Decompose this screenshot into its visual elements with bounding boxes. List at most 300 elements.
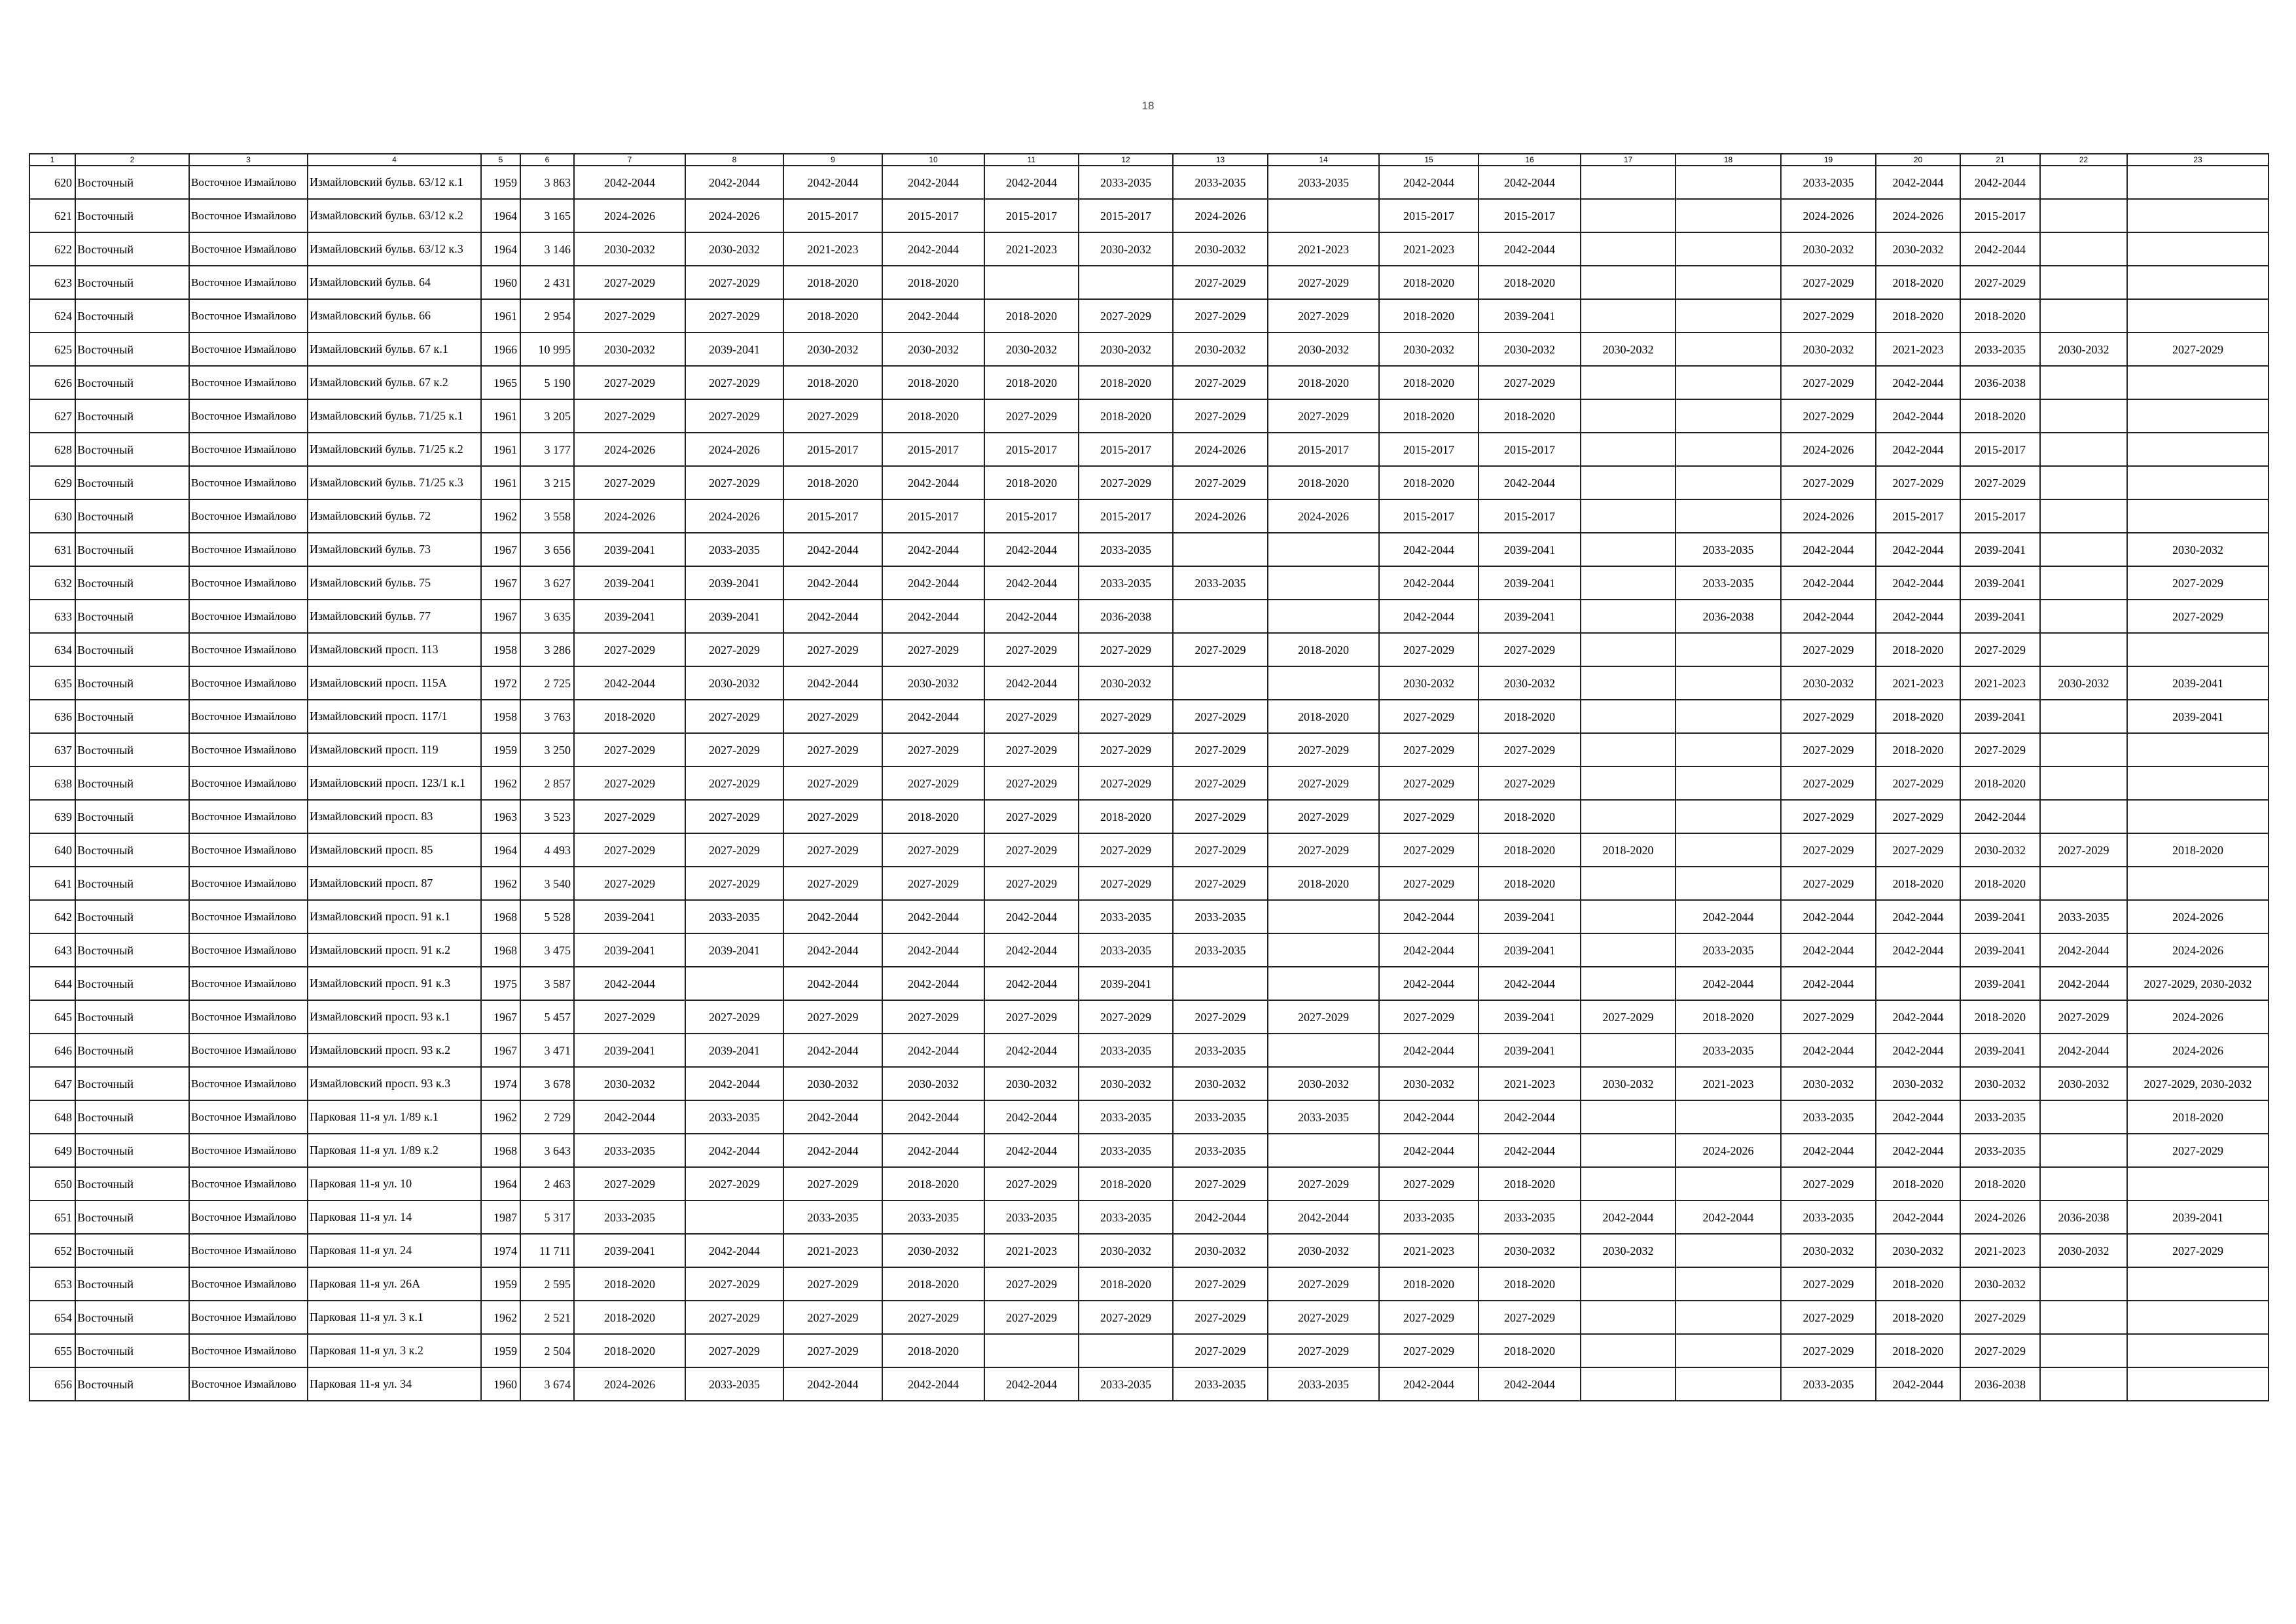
area-cell: Восточное Измайлово [189,800,308,833]
period-cell-col-20: 2018-2020 [1876,1334,1960,1367]
period-cell-col-13: 2027-2029 [1173,767,1268,800]
address-cell: Измайловский просп. 85 [308,833,481,867]
period-cell-col-23 [2127,867,2269,900]
area-cell: Восточное Измайлово [189,933,308,967]
period-cell-col-14: 2018-2020 [1268,366,1379,399]
period-cell-col-7: 2027-2029 [574,767,685,800]
address-cell: Измайловский просп. 123/1 к.1 [308,767,481,800]
period-cell-col-18 [1676,166,1781,199]
row-number-cell: 620 [29,166,75,199]
address-cell: Измайловский бульв. 63/12 к.1 [308,166,481,199]
period-cell-col-21: 2030-2032 [1960,833,2040,867]
period-cell-col-9: 2018-2020 [783,299,882,333]
period-cell-col-22 [2040,1100,2127,1134]
period-cell-col-13: 2033-2035 [1173,1134,1268,1167]
period-cell-col-10: 2042-2044 [882,299,984,333]
period-cell-col-23 [2127,1167,2269,1200]
period-cell-col-16: 2033-2035 [1479,1200,1581,1234]
period-cell-col-11: 2027-2029 [984,1167,1079,1200]
period-cell-col-10: 2015-2017 [882,433,984,466]
period-cell-col-15: 2018-2020 [1379,399,1479,433]
row-number-cell: 655 [29,1334,75,1367]
period-cell-col-11: 2042-2044 [984,166,1079,199]
period-cell-col-19: 2027-2029 [1781,1267,1876,1301]
period-cell-col-16: 2042-2044 [1479,1100,1581,1134]
period-cell-col-18 [1676,1367,1781,1401]
area-sqm-cell: 3 643 [520,1134,574,1167]
period-cell-col-11: 2027-2029 [984,633,1079,666]
period-cell-col-10: 2027-2029 [882,733,984,767]
period-cell-col-9: 2018-2020 [783,366,882,399]
period-cell-col-7: 2042-2044 [574,166,685,199]
period-cell-col-15: 2018-2020 [1379,299,1479,333]
district-cell: Восточный [75,533,189,566]
period-cell-col-16: 2042-2044 [1479,1367,1581,1401]
address-cell: Парковая 11-я ул. 10 [308,1167,481,1200]
area-cell: Восточное Измайлово [189,1100,308,1134]
district-cell: Восточный [75,933,189,967]
period-cell-col-21: 2036-2038 [1960,1367,2040,1401]
period-cell-col-13 [1173,967,1268,1000]
period-cell-col-17: 2030-2032 [1581,1067,1676,1100]
area-sqm-cell: 3 523 [520,800,574,833]
area-cell: Восточное Измайлово [189,333,308,366]
period-cell-col-9: 2027-2029 [783,800,882,833]
period-cell-col-12: 2027-2029 [1079,767,1173,800]
period-cell-col-11: 2015-2017 [984,499,1079,533]
area-cell: Восточное Измайлово [189,1267,308,1301]
period-cell-col-11: 2027-2029 [984,767,1079,800]
period-cell-col-18 [1676,232,1781,266]
area-sqm-cell: 5 528 [520,900,574,933]
area-sqm-cell: 2 725 [520,666,574,700]
period-cell-col-17 [1581,1100,1676,1134]
period-cell-col-18 [1676,1301,1781,1334]
period-cell-col-22: 2036-2038 [2040,1200,2127,1234]
area-cell: Восточное Измайлово [189,900,308,933]
district-cell: Восточный [75,433,189,466]
schedule-table [29,153,2269,1401]
period-cell-col-21: 2039-2041 [1960,967,2040,1000]
period-cell-col-19: 2033-2035 [1781,1367,1876,1401]
period-cell-col-7: 2024-2026 [574,1367,685,1401]
period-cell-col-22 [2040,733,2127,767]
period-cell-col-13: 2033-2035 [1173,933,1268,967]
period-cell-col-15: 2015-2017 [1379,199,1479,232]
period-cell-col-10: 2042-2044 [882,600,984,633]
period-cell-col-17 [1581,767,1676,800]
period-cell-col-10: 2042-2044 [882,533,984,566]
area-sqm-cell: 3 635 [520,600,574,633]
period-cell-col-9: 2027-2029 [783,833,882,867]
period-cell-col-16: 2042-2044 [1479,166,1581,199]
column-number-19: 19 [1781,154,1876,166]
row-number-cell: 634 [29,633,75,666]
period-cell-col-17 [1581,600,1676,633]
district-cell: Восточный [75,399,189,433]
row-number-cell: 646 [29,1034,75,1067]
area-cell: Восточное Измайлово [189,1301,308,1334]
period-cell-col-22 [2040,1167,2127,1200]
period-cell-col-14 [1268,666,1379,700]
period-cell-col-20: 2042-2044 [1876,1134,1960,1167]
period-cell-col-15: 2015-2017 [1379,433,1479,466]
period-cell-col-23: 2027-2029, 2030-2032 [2127,967,2269,1000]
period-cell-col-19: 2042-2044 [1781,533,1876,566]
period-cell-col-8: 2042-2044 [685,1134,783,1167]
period-cell-col-15: 2042-2044 [1379,1100,1479,1134]
district-cell: Восточный [75,1167,189,1200]
row-number-cell: 647 [29,1067,75,1100]
area-cell: Восточное Измайлово [189,767,308,800]
period-cell-col-15: 2042-2044 [1379,600,1479,633]
year-cell: 1960 [481,266,520,299]
period-cell-col-19: 2042-2044 [1781,1134,1876,1167]
period-cell-col-7: 2027-2029 [574,299,685,333]
district-cell: Восточный [75,833,189,867]
period-cell-col-13: 2027-2029 [1173,1334,1268,1367]
period-cell-col-21: 2039-2041 [1960,600,2040,633]
period-cell-col-10: 2042-2044 [882,1367,984,1401]
period-cell-col-19: 2027-2029 [1781,466,1876,499]
period-cell-col-13: 2027-2029 [1173,366,1268,399]
period-cell-col-8: 2030-2032 [685,232,783,266]
table-row [29,666,2269,700]
row-number-cell: 636 [29,700,75,733]
period-cell-col-21: 2021-2023 [1960,666,2040,700]
column-number-5: 5 [481,154,520,166]
period-cell-col-11: 2018-2020 [984,299,1079,333]
period-cell-col-13: 2027-2029 [1173,700,1268,733]
period-cell-col-19: 2030-2032 [1781,232,1876,266]
period-cell-col-11: 2015-2017 [984,433,1079,466]
address-cell: Измайловский бульв. 77 [308,600,481,633]
period-cell-col-17 [1581,633,1676,666]
district-cell: Восточный [75,199,189,232]
period-cell-col-16: 2018-2020 [1479,266,1581,299]
period-cell-col-12: 2030-2032 [1079,1234,1173,1267]
period-cell-col-20: 2042-2044 [1876,1367,1960,1401]
table-row [29,833,2269,867]
schedule-table-container [29,153,2268,1401]
area-cell: Восточное Измайлово [189,299,308,333]
period-cell-col-22 [2040,466,2127,499]
period-cell-col-13: 2027-2029 [1173,1267,1268,1301]
period-cell-col-14: 2027-2029 [1268,1334,1379,1367]
period-cell-col-14 [1268,199,1379,232]
period-cell-col-8: 2027-2029 [685,1167,783,1200]
year-cell: 1968 [481,1134,520,1167]
year-cell: 1964 [481,232,520,266]
year-cell: 1966 [481,333,520,366]
period-cell-col-20: 2042-2044 [1876,1200,1960,1234]
address-cell: Парковая 11-я ул. 3 к.2 [308,1334,481,1367]
period-cell-col-8: 2033-2035 [685,1100,783,1134]
period-cell-col-10: 2027-2029 [882,867,984,900]
period-cell-col-16: 2039-2041 [1479,933,1581,967]
period-cell-col-13: 2027-2029 [1173,466,1268,499]
area-cell: Восточное Измайлово [189,733,308,767]
area-cell: Восточное Измайлово [189,700,308,733]
period-cell-col-7: 2030-2032 [574,232,685,266]
period-cell-col-11: 2027-2029 [984,399,1079,433]
year-cell: 1959 [481,1267,520,1301]
period-cell-col-13: 2030-2032 [1173,333,1268,366]
period-cell-col-22: 2042-2044 [2040,933,2127,967]
period-cell-col-21: 2021-2023 [1960,1234,2040,1267]
period-cell-col-23 [2127,399,2269,433]
period-cell-col-8: 2039-2041 [685,933,783,967]
period-cell-col-11: 2042-2044 [984,1367,1079,1401]
row-number-cell: 632 [29,566,75,600]
year-cell: 1959 [481,1334,520,1367]
period-cell-col-20: 2042-2044 [1876,433,1960,466]
year-cell: 1967 [481,566,520,600]
table-row [29,967,2269,1000]
period-cell-col-18 [1676,833,1781,867]
period-cell-col-12: 2018-2020 [1079,1267,1173,1301]
period-cell-col-10: 2033-2035 [882,1200,984,1234]
period-cell-col-22 [2040,767,2127,800]
period-cell-col-16: 2027-2029 [1479,733,1581,767]
address-cell: Измайловский просп. 93 к.2 [308,1034,481,1067]
period-cell-col-9: 2027-2029 [783,1267,882,1301]
period-cell-col-13: 2030-2032 [1173,232,1268,266]
period-cell-col-19: 2027-2029 [1781,1301,1876,1334]
period-cell-col-21: 2027-2029 [1960,1334,2040,1367]
period-cell-col-9: 2015-2017 [783,199,882,232]
table-row [29,1334,2269,1367]
period-cell-col-8: 2027-2029 [685,1000,783,1034]
period-cell-col-23 [2127,366,2269,399]
area-sqm-cell: 3 250 [520,733,574,767]
period-cell-col-11: 2030-2032 [984,333,1079,366]
period-cell-col-21: 2042-2044 [1960,232,2040,266]
period-cell-col-12: 2015-2017 [1079,433,1173,466]
period-cell-col-8: 2039-2041 [685,1034,783,1067]
period-cell-col-10: 2027-2029 [882,633,984,666]
period-cell-col-7: 2030-2032 [574,333,685,366]
period-cell-col-7: 2027-2029 [574,1167,685,1200]
period-cell-col-19: 2042-2044 [1781,900,1876,933]
year-cell: 1958 [481,633,520,666]
area-cell: Восточное Измайлово [189,1067,308,1100]
period-cell-col-7: 2027-2029 [574,466,685,499]
district-cell: Восточный [75,967,189,1000]
address-cell: Измайловский бульв. 71/25 к.3 [308,466,481,499]
period-cell-col-16: 2042-2044 [1479,967,1581,1000]
period-cell-col-9: 2021-2023 [783,232,882,266]
period-cell-col-15: 2027-2029 [1379,1301,1479,1334]
period-cell-col-19: 2030-2032 [1781,1234,1876,1267]
period-cell-col-10: 2018-2020 [882,399,984,433]
period-cell-col-11 [984,1334,1079,1367]
period-cell-col-23 [2127,166,2269,199]
row-number-cell: 625 [29,333,75,366]
period-cell-col-21: 2039-2041 [1960,566,2040,600]
period-cell-col-20: 2042-2044 [1876,933,1960,967]
period-cell-col-19: 2027-2029 [1781,1000,1876,1034]
period-cell-col-20: 2018-2020 [1876,299,1960,333]
period-cell-col-16: 2030-2032 [1479,666,1581,700]
period-cell-col-8: 2027-2029 [685,399,783,433]
period-cell-col-20: 2042-2044 [1876,600,1960,633]
table-row [29,399,2269,433]
area-sqm-cell: 3 558 [520,499,574,533]
period-cell-col-12: 2027-2029 [1079,299,1173,333]
period-cell-col-21: 2018-2020 [1960,1000,2040,1034]
period-cell-col-17 [1581,733,1676,767]
period-cell-col-11: 2030-2032 [984,1067,1079,1100]
period-cell-col-23: 2024-2026 [2127,1034,2269,1067]
period-cell-col-17 [1581,266,1676,299]
district-cell: Восточный [75,366,189,399]
period-cell-col-13: 2024-2026 [1173,199,1268,232]
period-cell-col-22 [2040,1367,2127,1401]
year-cell: 1964 [481,199,520,232]
column-number-9: 9 [783,154,882,166]
period-cell-col-20: 2021-2023 [1876,333,1960,366]
period-cell-col-23: 2027-2029 [2127,1134,2269,1167]
period-cell-col-14 [1268,967,1379,1000]
period-cell-col-20: 2018-2020 [1876,1301,1960,1334]
period-cell-col-14: 2033-2035 [1268,166,1379,199]
table-row [29,1100,2269,1134]
row-number-cell: 648 [29,1100,75,1134]
period-cell-col-23 [2127,199,2269,232]
period-cell-col-12: 2030-2032 [1079,232,1173,266]
period-cell-col-15: 2042-2044 [1379,1367,1479,1401]
year-cell: 1961 [481,433,520,466]
period-cell-col-19: 2027-2029 [1781,767,1876,800]
period-cell-col-14 [1268,533,1379,566]
district-cell: Восточный [75,333,189,366]
period-cell-col-12: 2030-2032 [1079,1067,1173,1100]
period-cell-col-17 [1581,166,1676,199]
address-cell: Измайловский просп. 83 [308,800,481,833]
district-cell: Восточный [75,1000,189,1034]
area-cell: Восточное Измайлово [189,1167,308,1200]
area-cell: Восточное Измайлово [189,833,308,867]
table-row [29,1034,2269,1067]
year-cell: 1961 [481,466,520,499]
address-cell: Парковая 11-я ул. 1/89 к.1 [308,1100,481,1134]
period-cell-col-12: 2033-2035 [1079,1100,1173,1134]
year-cell: 1959 [481,166,520,199]
period-cell-col-16: 2042-2044 [1479,232,1581,266]
address-cell: Измайловский просп. 93 к.1 [308,1000,481,1034]
period-cell-col-20: 2027-2029 [1876,833,1960,867]
period-cell-col-14: 2027-2029 [1268,299,1379,333]
period-cell-col-8: 2039-2041 [685,566,783,600]
row-number-cell: 645 [29,1000,75,1034]
period-cell-col-17 [1581,566,1676,600]
address-cell: Измайловский просп. 117/1 [308,700,481,733]
year-cell: 1968 [481,900,520,933]
period-cell-col-11: 2027-2029 [984,800,1079,833]
period-cell-col-9: 2042-2044 [783,166,882,199]
period-cell-col-13: 2033-2035 [1173,1367,1268,1401]
period-cell-col-22 [2040,433,2127,466]
period-cell-col-20: 2042-2044 [1876,533,1960,566]
period-cell-col-22: 2042-2044 [2040,1034,2127,1067]
year-cell: 1974 [481,1234,520,1267]
period-cell-col-8: 2027-2029 [685,767,783,800]
period-cell-col-19: 2042-2044 [1781,600,1876,633]
period-cell-col-15: 2042-2044 [1379,533,1479,566]
address-cell: Измайловский бульв. 64 [308,266,481,299]
area-cell: Восточное Измайлово [189,533,308,566]
row-number-cell: 649 [29,1134,75,1167]
column-number-8: 8 [685,154,783,166]
period-cell-col-9: 2027-2029 [783,1301,882,1334]
period-cell-col-10: 2042-2044 [882,1100,984,1134]
period-cell-col-9: 2042-2044 [783,666,882,700]
table-row [29,166,2269,199]
column-number-23: 23 [2127,154,2269,166]
period-cell-col-22 [2040,399,2127,433]
period-cell-col-14 [1268,933,1379,967]
area-cell: Восточное Измайлово [189,499,308,533]
period-cell-col-12: 2027-2029 [1079,1000,1173,1034]
period-cell-col-12: 2033-2035 [1079,1367,1173,1401]
period-cell-col-21: 2015-2017 [1960,433,2040,466]
period-cell-col-12: 2015-2017 [1079,499,1173,533]
period-cell-col-11: 2021-2023 [984,1234,1079,1267]
period-cell-col-19: 2027-2029 [1781,800,1876,833]
period-cell-col-12: 2039-2041 [1079,967,1173,1000]
period-cell-col-23: 2039-2041 [2127,666,2269,700]
period-cell-col-18: 2042-2044 [1676,1200,1781,1234]
period-cell-col-8: 2027-2029 [685,466,783,499]
period-cell-col-20: 2042-2044 [1876,1100,1960,1134]
area-sqm-cell: 3 674 [520,1367,574,1401]
period-cell-col-7: 2039-2041 [574,566,685,600]
period-cell-col-15: 2042-2044 [1379,900,1479,933]
period-cell-col-23 [2127,1334,2269,1367]
table-row [29,933,2269,967]
period-cell-col-19: 2042-2044 [1781,566,1876,600]
period-cell-col-19: 2027-2029 [1781,399,1876,433]
period-cell-col-10: 2018-2020 [882,266,984,299]
period-cell-col-7: 2018-2020 [574,1301,685,1334]
period-cell-col-21: 2033-2035 [1960,333,2040,366]
address-cell: Измайловский бульв. 71/25 к.2 [308,433,481,466]
period-cell-col-20: 2042-2044 [1876,566,1960,600]
district-cell: Восточный [75,1067,189,1100]
period-cell-col-22 [2040,266,2127,299]
district-cell: Восточный [75,900,189,933]
period-cell-col-7: 2027-2029 [574,1000,685,1034]
period-cell-col-8: 2039-2041 [685,333,783,366]
period-cell-col-18: 2042-2044 [1676,900,1781,933]
period-cell-col-12: 2033-2035 [1079,533,1173,566]
district-cell: Восточный [75,633,189,666]
period-cell-col-10: 2030-2032 [882,333,984,366]
period-cell-col-17: 2042-2044 [1581,1200,1676,1234]
period-cell-col-21: 2024-2026 [1960,1200,2040,1234]
period-cell-col-17 [1581,533,1676,566]
period-cell-col-11: 2042-2044 [984,900,1079,933]
period-cell-col-18 [1676,199,1781,232]
period-cell-col-20: 2042-2044 [1876,166,1960,199]
period-cell-col-9: 2018-2020 [783,266,882,299]
period-cell-col-15: 2021-2023 [1379,1234,1479,1267]
period-cell-col-13: 2027-2029 [1173,266,1268,299]
period-cell-col-11: 2027-2029 [984,833,1079,867]
period-cell-col-12: 2030-2032 [1079,666,1173,700]
period-cell-col-23: 2018-2020 [2127,833,2269,867]
